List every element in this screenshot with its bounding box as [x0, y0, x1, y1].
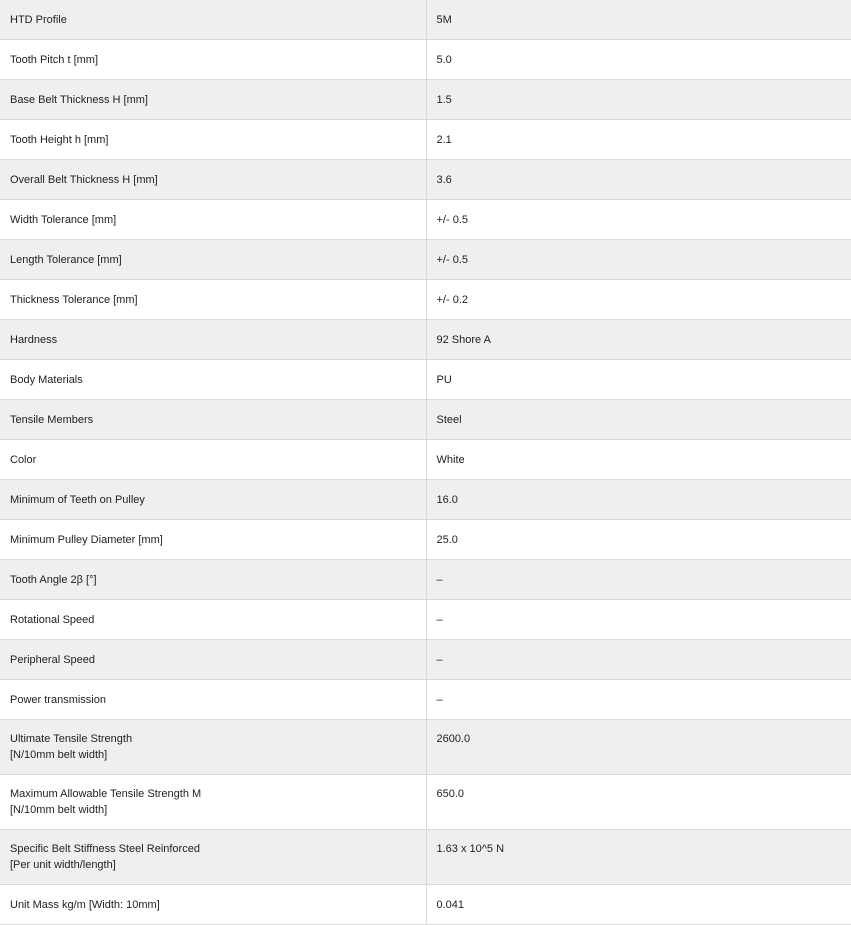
- row-value: +/- 0.5: [426, 240, 851, 280]
- row-value: 0.041: [426, 885, 851, 925]
- row-label: Body Materials: [0, 360, 426, 400]
- row-value: +/- 0.5: [426, 200, 851, 240]
- table-row: [0, 160, 851, 200]
- row-label-line1: Specific Belt Stiffness Steel Reinforced: [10, 843, 200, 855]
- row-label: Tensile Members: [0, 400, 426, 440]
- row-label: Minimum of Teeth on Pulley: [0, 480, 426, 520]
- table-row: [0, 775, 851, 830]
- row-label: Tooth Pitch t [mm]: [0, 40, 426, 80]
- table-row: [0, 480, 851, 520]
- table-row: [0, 280, 851, 320]
- row-value: 1.63 x 10^5 N: [426, 830, 851, 885]
- row-value: –: [426, 680, 851, 720]
- row-label: Length Tolerance [mm]: [0, 240, 426, 280]
- table-row: [0, 885, 851, 925]
- table-row: [0, 120, 851, 160]
- row-label: Overall Belt Thickness H [mm]: [0, 160, 426, 200]
- row-value: –: [426, 600, 851, 640]
- row-value: 25.0: [426, 520, 851, 560]
- row-value: +/- 0.2: [426, 280, 851, 320]
- table-row: [0, 520, 851, 560]
- row-label: Width Tolerance [mm]: [0, 200, 426, 240]
- row-label-line2: [N/10mm belt width]: [10, 804, 108, 816]
- row-value: White: [426, 440, 851, 480]
- row-value: –: [426, 560, 851, 600]
- row-label: Tooth Height h [mm]: [0, 120, 426, 160]
- row-value: PU: [426, 360, 851, 400]
- table-row: [0, 680, 851, 720]
- row-label: Minimum Pulley Diameter [mm]: [0, 520, 426, 560]
- table-row: [0, 560, 851, 600]
- row-label-line1: Ultimate Tensile Strength: [10, 733, 133, 745]
- row-label: Power transmission: [0, 680, 426, 720]
- row-label: Thickness Tolerance [mm]: [0, 280, 426, 320]
- row-label: [0, 720, 426, 775]
- row-value: 92 Shore A: [426, 320, 851, 360]
- row-value: 650.0: [426, 775, 851, 830]
- table-row: [0, 720, 851, 775]
- table-row: [0, 600, 851, 640]
- row-label: Rotational Speed: [0, 600, 426, 640]
- row-value: 5.0: [426, 40, 851, 80]
- table-row: [0, 240, 851, 280]
- row-label: Peripheral Speed: [0, 640, 426, 680]
- table-row: [0, 200, 851, 240]
- table-row: [0, 830, 851, 885]
- table-row: [0, 360, 851, 400]
- table-row: [0, 400, 851, 440]
- row-value: 5M: [426, 0, 851, 40]
- row-label: Unit Mass kg/m [Width: 10mm]: [0, 885, 426, 925]
- row-value: 3.6: [426, 160, 851, 200]
- row-label: Base Belt Thickness H [mm]: [0, 80, 426, 120]
- table-row: [0, 0, 851, 40]
- row-value: 2600.0: [426, 720, 851, 775]
- table-row: [0, 440, 851, 480]
- table-row: [0, 80, 851, 120]
- row-value: –: [426, 640, 851, 680]
- row-label: Hardness: [0, 320, 426, 360]
- row-value: 16.0: [426, 480, 851, 520]
- row-label-line2: [Per unit width/length]: [10, 859, 116, 871]
- row-label: Tooth Angle 2β [°]: [0, 560, 426, 600]
- row-label-line2: [N/10mm belt width]: [10, 749, 108, 761]
- table-row: [0, 40, 851, 80]
- row-label-line1: Maximum Allowable Tensile Strength M: [10, 788, 202, 800]
- table-row: [0, 640, 851, 680]
- row-value: Steel: [426, 400, 851, 440]
- row-value: 1.5: [426, 80, 851, 120]
- row-label: Color: [0, 440, 426, 480]
- table-row: [0, 320, 851, 360]
- row-value: 2.1: [426, 120, 851, 160]
- row-label: [0, 830, 426, 885]
- row-label: HTD Profile: [0, 0, 426, 40]
- row-label: [0, 775, 426, 830]
